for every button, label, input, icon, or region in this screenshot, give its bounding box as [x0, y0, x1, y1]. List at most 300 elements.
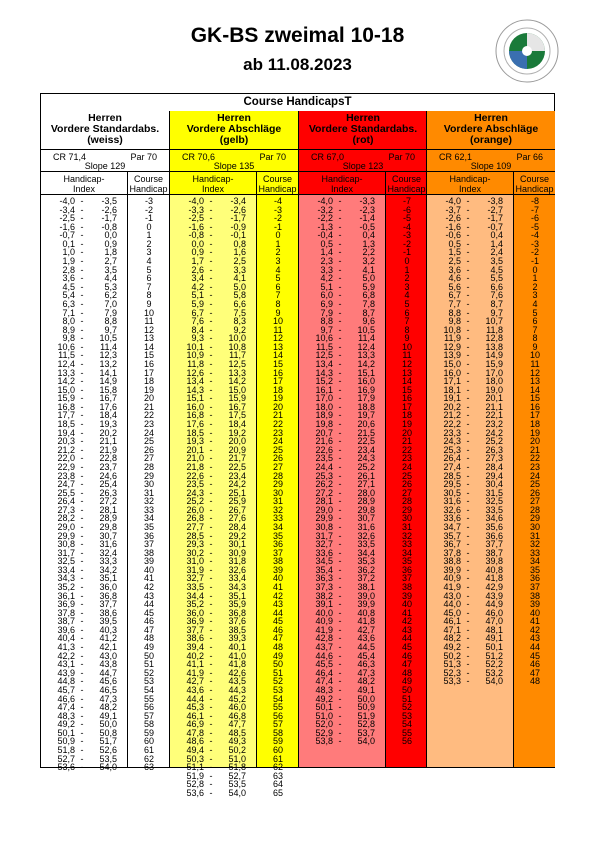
index-to: 47,0: [485, 616, 503, 627]
index-from: 43,0: [443, 590, 461, 601]
range-dash: -: [338, 419, 342, 430]
course-handicap-value: 40: [529, 607, 540, 618]
index-to: -1,7: [230, 213, 246, 224]
range-dash: -: [466, 487, 470, 498]
range-dash: -: [80, 427, 84, 438]
index-from: 19,3: [186, 436, 204, 447]
index-from: 20,1: [186, 444, 204, 455]
index-header-line1: Handicap-: [321, 174, 363, 184]
course-handicap-value: 17: [529, 410, 540, 421]
course-handicap-value: 21: [272, 410, 283, 421]
range-dash: -: [338, 307, 342, 318]
index-from: 51,1: [186, 762, 204, 773]
course-handicap-value: 56: [272, 710, 283, 721]
range-dash: -: [209, 624, 213, 635]
index-to: 6,8: [362, 290, 375, 301]
range-dash: -: [338, 642, 342, 653]
range-dash: -: [80, 316, 84, 327]
range-dash: -: [466, 642, 470, 653]
index-from: 51,0: [315, 710, 333, 721]
range-dash: -: [209, 504, 213, 515]
index-from: 47,4: [315, 676, 333, 687]
index-to: 51,9: [357, 710, 375, 721]
index-from: 23,5: [186, 479, 204, 490]
range-dash: -: [80, 582, 84, 593]
index-from: 28,5: [443, 470, 461, 481]
index-from: 8,9: [62, 324, 75, 335]
course-handicap-value: 21: [401, 436, 412, 447]
tee-header-line3: (gelb): [219, 134, 249, 146]
range-dash: -: [338, 582, 342, 593]
index-from: 45,5: [315, 659, 333, 670]
index-to: 54,0: [357, 736, 375, 747]
range-dash: -: [209, 573, 213, 584]
course-handicap-header: [513, 172, 555, 194]
course-handicap-value: 0: [532, 264, 538, 275]
index-from: 45,3: [186, 702, 204, 713]
range-dash: -: [338, 547, 342, 558]
index-from: 29,9: [57, 530, 75, 541]
index-to: 52,8: [357, 719, 375, 730]
range-dash: -: [466, 247, 470, 258]
index-from: 12,6: [186, 367, 204, 378]
course-header-line1: Course: [519, 174, 549, 184]
index-to: 8,7: [490, 298, 503, 309]
course-handicap-value: 48: [272, 642, 283, 653]
course-handicap-value: 26: [401, 479, 412, 490]
range-dash: -: [209, 221, 213, 232]
range-dash: -: [209, 564, 213, 575]
course-handicap-value: 19: [529, 427, 540, 438]
course-handicap-value: 48: [401, 667, 412, 678]
range-dash: -: [209, 273, 213, 284]
index-to: 9,2: [233, 324, 246, 335]
index-from: 50,1: [57, 727, 75, 738]
course-handicap-value: 8: [275, 298, 281, 309]
range-dash: -: [209, 684, 213, 695]
index-from: 23,8: [57, 470, 75, 481]
course-handicap-value: 54: [401, 719, 412, 730]
course-handicap-value: 47: [272, 633, 283, 644]
index-to: 49,1: [357, 684, 375, 695]
index-from: 21,0: [186, 453, 204, 464]
index-to: 3,5: [104, 264, 117, 275]
index-to: 28,0: [357, 487, 375, 498]
course-handicap-value: 32: [401, 530, 412, 541]
index-from: -2,5: [188, 213, 204, 224]
index-to: 19,7: [357, 410, 375, 421]
course-handicap-value: 43: [143, 590, 154, 601]
index-from: 27,7: [186, 521, 204, 532]
index-to: 15,0: [228, 384, 246, 395]
course-handicap-value: 51: [143, 659, 154, 670]
index-from: 29,5: [443, 479, 461, 490]
range-dash: -: [466, 281, 470, 292]
index-from: 32,5: [57, 556, 75, 567]
course-rating: CR 70,6: [182, 152, 216, 162]
course-handicap-value: 59: [272, 736, 283, 747]
index-from: 28,2: [57, 513, 75, 524]
course-handicap-value: 0: [146, 221, 152, 232]
course-handicap-value: -3: [144, 196, 153, 206]
index-to: 38,1: [357, 582, 375, 593]
course-handicap-value: 18: [272, 384, 283, 395]
course-handicap-value: 46: [272, 624, 283, 635]
table-row: [41, 763, 169, 772]
index-from: 47,1: [443, 624, 461, 635]
course-handicap-value: 56: [401, 736, 412, 747]
index-from: -4,0: [188, 196, 204, 206]
index-to: 39,3: [228, 633, 246, 644]
course-handicap-value: 19: [143, 384, 154, 395]
index-from: 42,8: [315, 633, 333, 644]
index-to: 30,7: [99, 530, 117, 541]
course-handicap-value: 28: [401, 496, 412, 507]
index-from: -4,0: [59, 196, 75, 206]
index-to: -0,9: [230, 221, 246, 232]
course-header-line2: Handicap: [129, 184, 168, 194]
tee-header-line1: Herren: [474, 112, 508, 124]
range-dash: -: [209, 436, 213, 447]
index-from: 15,1: [186, 393, 204, 404]
index-header: [427, 174, 513, 194]
range-dash: -: [209, 736, 213, 747]
range-dash: -: [209, 607, 213, 618]
index-to: 47,7: [228, 719, 246, 730]
index-to: 7,6: [490, 290, 503, 301]
range-dash: -: [209, 213, 213, 224]
course-handicap-value: 43: [272, 599, 283, 610]
course-handicap-value: 18: [529, 419, 540, 430]
range-dash: -: [80, 745, 84, 755]
range-dash: -: [209, 316, 213, 327]
index-from: 24,7: [57, 479, 75, 490]
index-to: 17,9: [357, 393, 375, 404]
index-from: 3,4: [191, 273, 204, 284]
index-to: 40,3: [99, 624, 117, 635]
course-handicap-value: 5: [532, 307, 538, 318]
index-from: 22,0: [57, 453, 75, 464]
index-to: 13,8: [485, 341, 503, 352]
index-from: 16,8: [186, 410, 204, 421]
index-from: 5,1: [320, 281, 333, 292]
course-handicap-value: 63: [272, 770, 283, 781]
index-to: 8,8: [104, 316, 117, 327]
index-from: -0,8: [188, 230, 204, 241]
range-dash: -: [80, 504, 84, 515]
range-dash: -: [466, 367, 470, 378]
index-from: 8,8: [320, 316, 333, 327]
range-dash: -: [80, 727, 84, 738]
index-to: -1,4: [359, 213, 375, 224]
index-to: 18,4: [228, 419, 246, 430]
index-to: 15,9: [228, 393, 246, 404]
course-handicap-value: 9: [532, 341, 538, 352]
tee-header-line2: Vordere Standardabs.: [308, 123, 418, 135]
index-from: 4,6: [448, 273, 461, 284]
range-dash: -: [209, 419, 213, 430]
index-from: 35,4: [315, 564, 333, 575]
course-handicap-value: 50: [401, 684, 412, 695]
course-handicap-value: 21: [143, 401, 154, 412]
index-to: 45,4: [357, 650, 375, 661]
course-handicap-value: 40: [143, 564, 154, 575]
index-to: 53,5: [99, 753, 117, 764]
index-to: 26,3: [485, 444, 503, 455]
index-from: 2,5: [448, 256, 461, 267]
course-handicap-value: 5: [404, 298, 410, 309]
range-dash: -: [209, 710, 213, 721]
index-to: 30,7: [357, 513, 375, 524]
index-from: 50,3: [186, 753, 204, 764]
index-to: 18,8: [357, 401, 375, 412]
range-dash: -: [466, 599, 470, 610]
index-to: 44,9: [485, 599, 503, 610]
range-dash: -: [338, 684, 342, 695]
range-dash: -: [80, 376, 84, 387]
tee-column-weiss: [41, 111, 169, 773]
index-to: 11,4: [358, 333, 375, 344]
range-dash: -: [466, 633, 470, 644]
index-to: 4,5: [490, 264, 503, 275]
range-dash: -: [466, 590, 470, 601]
range-dash: -: [338, 693, 342, 704]
tee-header-line2: Vordere Standardabs.: [50, 123, 160, 135]
range-dash: -: [80, 358, 84, 369]
index-from: 35,2: [186, 599, 204, 610]
range-dash: -: [338, 290, 342, 301]
column-subheader: [299, 172, 427, 195]
index-to: 38,7: [485, 547, 503, 558]
page-title: GK-BS zweimal 10-18: [190, 24, 405, 47]
course-handicap-value: 30: [401, 513, 412, 524]
index-to: 11,4: [100, 341, 117, 352]
range-dash: -: [80, 573, 84, 584]
index-from: 48,2: [443, 633, 461, 644]
course-handicap-value: -1: [273, 221, 282, 232]
course-handicap-value: 22: [401, 444, 412, 455]
course-handicap-value: 13: [401, 367, 412, 378]
index-to: 14,1: [99, 367, 117, 378]
course-handicap-value: 43: [529, 633, 540, 644]
index-from: 23,3: [443, 427, 461, 438]
range-dash: -: [338, 358, 342, 369]
course-handicap-value: 53: [272, 684, 283, 695]
index-header-line1: Handicap-: [63, 174, 105, 184]
course-handicap-value: 52: [143, 667, 154, 678]
course-handicap-value: 21: [529, 444, 540, 455]
index-from: 41,9: [186, 667, 204, 678]
course-handicap-value: 33: [143, 504, 154, 515]
index-from: 25,3: [315, 470, 333, 481]
range-dash: -: [80, 607, 84, 618]
course-handicap-value: 29: [272, 479, 283, 490]
range-dash: -: [466, 230, 470, 241]
course-handicap-value: 24: [272, 436, 283, 447]
range-dash: -: [209, 547, 213, 558]
index-from: 29,0: [57, 521, 75, 532]
index-to: 12,8: [485, 333, 503, 344]
course-rating-block: [170, 150, 298, 172]
course-rating: CR 71,4: [53, 152, 87, 162]
range-dash: -: [80, 256, 84, 267]
range-dash: -: [209, 204, 213, 215]
index-from: 1,7: [191, 256, 204, 267]
range-dash: -: [80, 324, 84, 335]
range-dash: -: [209, 256, 213, 267]
course-handicap-value: 37: [143, 539, 154, 550]
index-from: 48,3: [315, 684, 333, 695]
course-handicap-value: 39: [401, 590, 412, 601]
course-handicap-value: 60: [143, 736, 154, 747]
index-to: 39,0: [357, 590, 375, 601]
index-from: 22,6: [315, 444, 333, 455]
index-from: 19,8: [315, 419, 333, 430]
range-dash: -: [80, 436, 84, 447]
course-header-line2: Handicap: [387, 184, 426, 194]
index-to: 10,8: [228, 341, 246, 352]
index-from: 26,2: [315, 479, 333, 490]
slope-value: Slope 123: [342, 161, 384, 171]
index-from: 40,9: [315, 616, 333, 627]
range-dash: -: [80, 479, 84, 490]
tee-column-gelb: [169, 111, 298, 798]
index-to: 1,8: [104, 247, 117, 258]
course-handicap-value: 2: [146, 238, 152, 249]
range-dash: -: [338, 410, 342, 421]
index-from: 36,3: [315, 573, 333, 584]
column-subheader: [427, 172, 555, 195]
index-to: 18,4: [99, 410, 117, 421]
index-from: 6,0: [320, 290, 333, 301]
index-from: -1,6: [188, 221, 204, 232]
index-from: 31,7: [57, 547, 75, 558]
course-handicap-value: 0: [404, 256, 410, 267]
range-dash: -: [338, 590, 342, 601]
range-dash: -: [80, 307, 84, 318]
index-from: 53,6: [57, 762, 75, 773]
tee-column-orange: [426, 111, 555, 767]
range-dash: -: [338, 221, 342, 232]
course-handicap-value: 57: [143, 710, 154, 721]
range-dash: -: [209, 453, 213, 464]
index-from: 14,3: [186, 384, 204, 395]
range-dash: -: [466, 496, 470, 507]
range-dash: -: [338, 256, 342, 267]
range-dash: -: [80, 513, 84, 524]
slope-value: Slope 129: [84, 161, 126, 171]
range-dash: -: [209, 727, 213, 738]
course-handicap-value: 28: [272, 470, 283, 481]
range-dash: -: [466, 384, 470, 395]
course-handicap-value: 32: [272, 504, 283, 515]
index-to: 17,0: [485, 367, 503, 378]
index-to: 20,6: [357, 419, 375, 430]
course-handicap-value: 38: [401, 582, 412, 593]
index-from: 47,8: [186, 727, 204, 738]
range-dash: -: [80, 461, 84, 472]
course-handicap-value: 41: [401, 607, 412, 618]
range-dash: -: [338, 710, 342, 721]
index-from: 52,0: [315, 719, 333, 730]
index-to: 9,7: [104, 324, 117, 335]
index-from: 52,3: [443, 667, 461, 678]
range-dash: -: [466, 221, 470, 232]
range-dash: -: [466, 504, 470, 515]
course-handicap-value: 44: [401, 633, 412, 644]
index-to: 1,6: [233, 247, 246, 258]
range-dash: -: [466, 350, 470, 361]
index-to: 14,9: [99, 376, 117, 387]
range-dash: -: [338, 479, 342, 490]
index-header: [170, 174, 256, 194]
range-dash: -: [338, 264, 342, 275]
index-to: 39,8: [485, 556, 503, 567]
course-header-line2: Handicap: [515, 184, 554, 194]
range-dash: -: [466, 650, 470, 661]
course-handicap-value: 36: [143, 530, 154, 541]
index-to: 43,8: [99, 659, 117, 670]
range-dash: -: [80, 221, 84, 232]
index-to: 23,2: [485, 419, 503, 430]
index-from: 52,8: [186, 779, 204, 790]
index-from: 6,7: [191, 307, 204, 318]
course-handicap-value: 6: [146, 273, 152, 284]
index-from: 38,8: [443, 556, 461, 567]
course-handicap-value: 3: [532, 290, 538, 301]
course-handicap-value: 41: [272, 582, 283, 593]
tee-header-line3: (rot): [352, 134, 374, 146]
index-from: 53,3: [443, 676, 461, 687]
course-handicap-value: 33: [529, 547, 540, 558]
course-handicap-value: 48: [143, 633, 154, 644]
course-handicap-value: 12: [272, 333, 283, 344]
course-handicap-value: 4: [404, 290, 410, 301]
range-dash: -: [209, 590, 213, 601]
index-to: 54,0: [485, 676, 503, 687]
index-to: 37,7: [99, 599, 117, 610]
course-handicap-value: -8: [530, 196, 539, 206]
range-dash: -: [466, 513, 470, 524]
range-dash: -: [338, 393, 342, 404]
index-from: 25,5: [57, 487, 75, 498]
index-to: 50,0: [357, 693, 375, 704]
course-handicap-value: 11: [273, 324, 283, 335]
index-to: 31,5: [485, 487, 503, 498]
index-to: 37,7: [485, 539, 503, 550]
range-dash: -: [466, 539, 470, 550]
index-to: 34,2: [99, 564, 117, 575]
range-dash: -: [338, 350, 342, 361]
index-from: -4,0: [317, 196, 333, 206]
index-to: 22,1: [485, 410, 503, 421]
range-dash: -: [80, 599, 84, 610]
course-handicap-value: 15: [272, 358, 283, 369]
index-header-line2: Index: [458, 184, 482, 194]
index-from: 10,6: [315, 333, 333, 344]
column-subheader: [41, 172, 169, 195]
course-handicap-value: 3: [275, 256, 281, 267]
range-dash: -: [80, 547, 84, 558]
index-to: -0,8: [101, 221, 117, 232]
index-to: 28,1: [99, 504, 117, 515]
index-from: 38,6: [186, 633, 204, 644]
range-dash: -: [338, 736, 342, 747]
course-handicap-value: 16: [401, 393, 412, 404]
index-from: 6,9: [320, 298, 333, 309]
par-value: Par 70: [259, 152, 286, 162]
range-dash: -: [80, 753, 84, 764]
